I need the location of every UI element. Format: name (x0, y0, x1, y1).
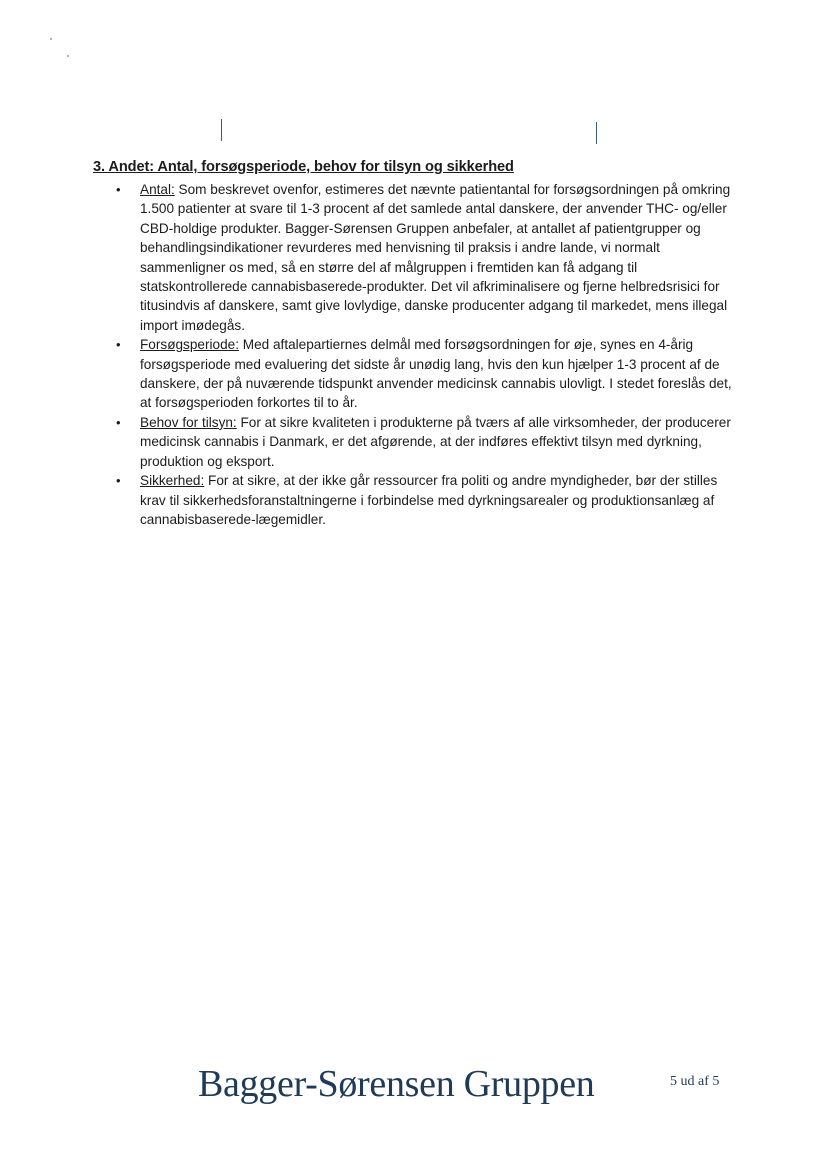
bullet-item-behov-for-tilsyn (116, 413, 740, 471)
bullet-term: Sikkerhed: (140, 473, 205, 489)
footer-brand-logo: Bagger-Sørensen Gruppen (198, 1063, 595, 1105)
bullet-icon: • (116, 337, 121, 353)
margin-mark (221, 119, 222, 141)
bullet-term: Behov for tilsyn: (140, 414, 237, 430)
bullet-item-sikkerhed (116, 471, 740, 529)
bullet-item-forsoegsperiode (116, 335, 740, 413)
section-heading: 3. Andet: Antal, forsøgsperiode, behov for tilsyn og sikkerhed (93, 159, 514, 175)
bullet-list (116, 180, 740, 529)
bullet-term: Antal: (140, 182, 175, 197)
bullet-icon: • (116, 414, 121, 430)
page-number: 5 ud af 5 (670, 1074, 720, 1089)
bullet-text: For at sikre kvaliteten i produkterne på tværs af alle virksomheder, der producerer medicinsk cannabis i Danmark, er det afgørende, at der indføres effektivt tilsyn med dyrkning, produktion og eksport. (140, 414, 731, 469)
bullet-text: Med aftalepartiernes delmål med forsøgsordningen for øje, synes en 4-årig forsøgsperiode med evaluering det sidste år unødig lang, hvis den kun hjælper 1-3 procent af de danskere, der på nuværende tidspunkt anvender medicinsk cannabis ulovligt. I stedet foreslås det, at forsøgsperioden forkortes til to år. (140, 337, 732, 411)
bullet-item-antal (116, 180, 740, 335)
bullet-icon: • (116, 182, 121, 197)
scan-speck (67, 55, 69, 57)
margin-mark (596, 122, 597, 144)
bullet-text: Som beskrevet ovenfor, estimeres det nævnte patientantal for forsøgsordningen på omkring 1.500 patienter at svare til 1-3 procent af det samlede antal danskere, der anvender THC- og/eller CBD-holdige produkter. Bagger-Sørensen Gruppen anbefaler, at antallet af patientgrupper og behandlingsindikationer revurderes med henvisning til praksis i andre lande, vi normalt sammenligner os med, så en større del af målgruppen i fremtiden kan få adgang til statskontrollerede cannabisbaserede-produkter. Det vil afkriminalisere og fjerne helbredsrisici for titusindvis af danskere, samt give lovlydige, danske producenter adgang til markedet, mens illegal import imødegås. (140, 182, 731, 333)
bullet-term: Forsøgsperiode: (140, 337, 239, 353)
bullet-text: For at sikre, at der ikke går ressourcer fra politi og andre myndigheder, bør der stilles krav til sikkerhedsforanstaltningerne i forbindelse med dyrkningsarealer og produktionsanlæg af cannabisbaserede-lægemidler. (140, 473, 718, 527)
scan-speck (50, 38, 52, 40)
bullet-icon: • (116, 473, 121, 489)
